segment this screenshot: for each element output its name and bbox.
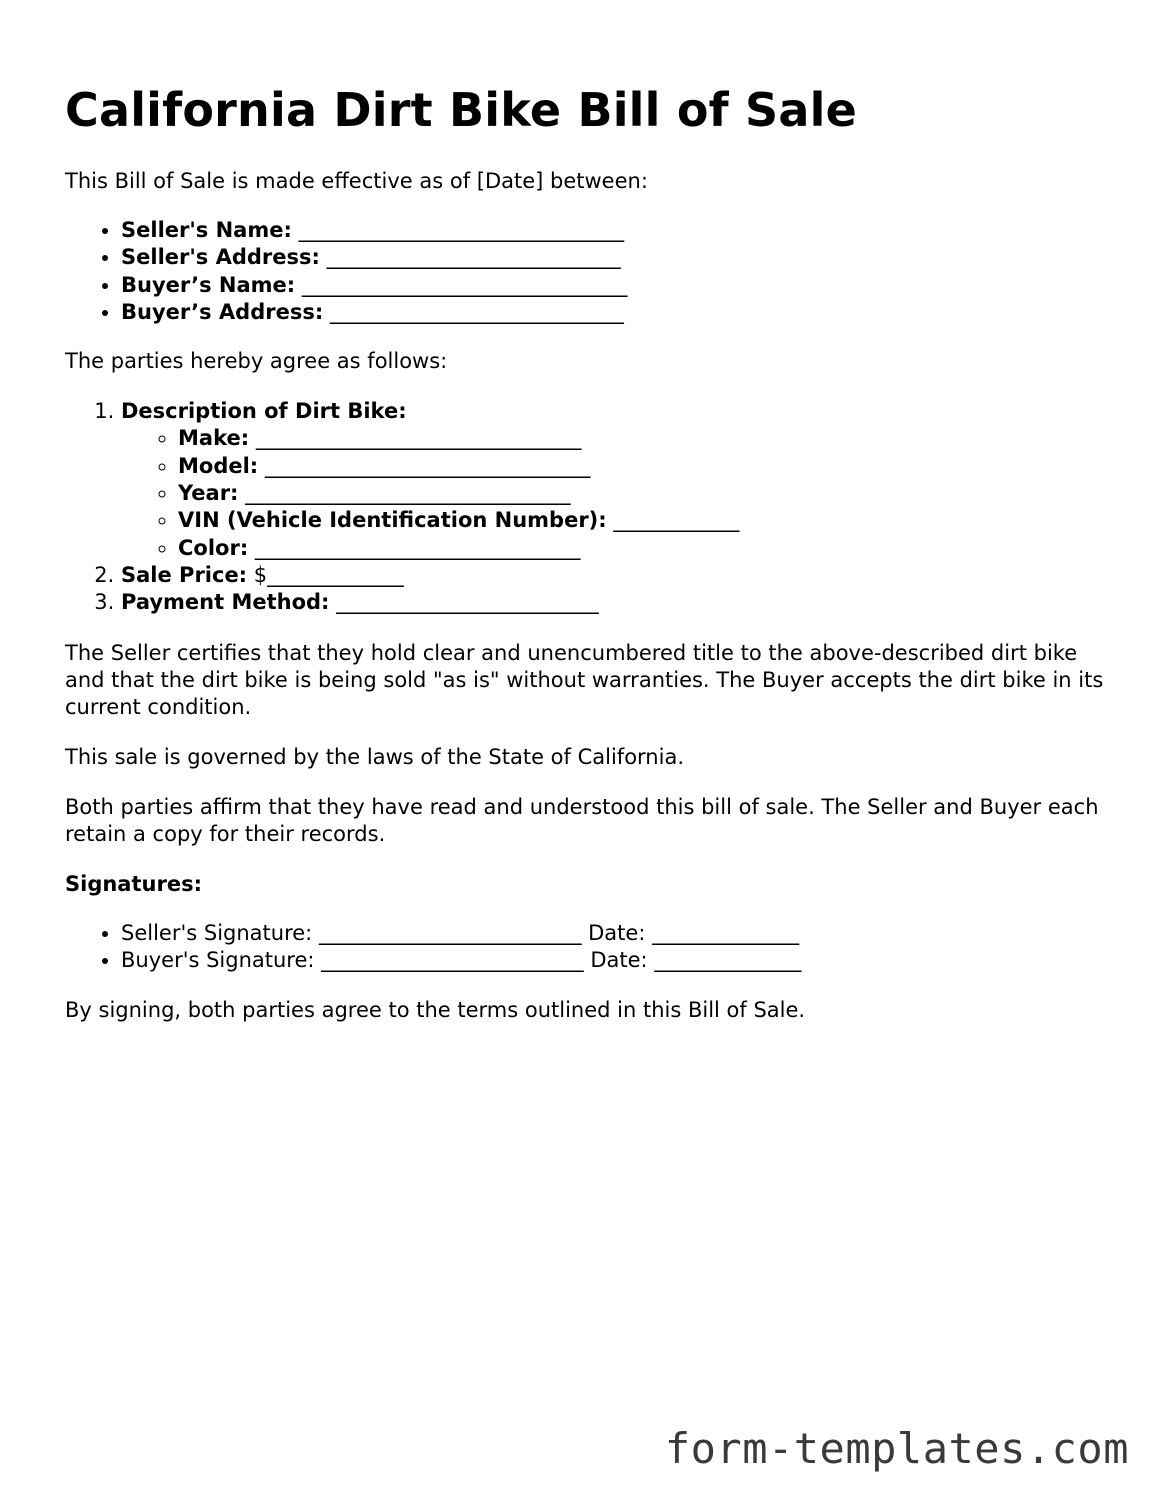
- buyer-address-item: [121, 299, 1105, 326]
- seller-address-label: Seller's Address:: [121, 245, 320, 270]
- seller-signature-label: Seller's Signature:: [121, 920, 313, 945]
- sale-price-blank: $_____________: [253, 562, 404, 587]
- make-blank: _______________________________: [255, 426, 582, 451]
- payment-method-label: Payment Method:: [121, 590, 330, 615]
- buyer-address-blank: ____________________________: [329, 299, 624, 324]
- agreement-intro: The parties hereby agree as follows:: [65, 349, 448, 374]
- model-label: Model:: [178, 453, 259, 478]
- term-payment-method: [121, 589, 1105, 616]
- sale-price-label: Sale Price:: [121, 562, 248, 587]
- buyer-signature-blank: _________________________: [321, 947, 584, 972]
- signatures-list: [65, 920, 1105, 975]
- buyer-address-label: Buyer’s Address:: [121, 299, 324, 324]
- document-page: [65, 82, 1105, 1024]
- buyer-name-blank: _______________________________: [301, 272, 628, 297]
- year-blank: _______________________________: [245, 481, 571, 506]
- buyer-signature-label: Buyer's Signature:: [121, 947, 315, 972]
- buyer-date-label: Date:: [590, 947, 648, 972]
- terms-list: [65, 398, 1105, 616]
- buyer-date-blank: ______________: [654, 947, 802, 972]
- seller-address-item: [121, 244, 1105, 271]
- parties-list: [65, 217, 1105, 326]
- intro-paragraph: This Bill of Sale is made effective as of [Date] between:: [65, 169, 648, 193]
- seller-name-label: Seller's Name:: [121, 218, 292, 242]
- governing-law-paragraph: This sale is governed by the laws of the State of California.: [65, 744, 684, 769]
- seller-date-blank: ______________: [652, 920, 800, 945]
- seller-address-blank: ____________________________: [326, 245, 621, 270]
- certification-paragraph: The Seller certifies that they hold clear and unencumbered title to the above-described dirt bike and that the dirt bike is being sold "as is" without warranties. The Buyer accepts the dirt bike in its current condition.: [65, 640, 1104, 719]
- description-label: Description of Dirt Bike:: [121, 399, 407, 424]
- vin-label: VIN (Vehicle Identification Number):: [178, 508, 607, 533]
- model-blank: _______________________________: [264, 453, 591, 478]
- seller-name-blank: _______________________________: [298, 218, 625, 242]
- term-sale-price: [121, 562, 1105, 589]
- buyer-name-item: [121, 272, 1105, 299]
- color-blank: _______________________________: [254, 535, 581, 560]
- detail-color: [178, 535, 1105, 562]
- term-description: [121, 398, 1105, 562]
- closing-paragraph: By signing, both parties agree to the terms outlined in this Bill of Sale.: [65, 998, 806, 1023]
- detail-vin: [178, 507, 1105, 534]
- detail-model: [178, 453, 1105, 480]
- make-label: Make:: [178, 426, 250, 451]
- buyer-name-label: Buyer’s Name:: [121, 272, 296, 297]
- seller-signature-blank: _________________________: [318, 920, 582, 945]
- bike-details-list: [121, 425, 1105, 561]
- signatures-heading: Signatures:: [65, 871, 202, 896]
- seller-signature-item: [121, 920, 1105, 947]
- affirmation-paragraph: Both parties affirm that they have read and understood this bill of sale. The Seller and Buyer each retain a copy for their records.: [65, 794, 1099, 846]
- seller-date-label: Date:: [588, 920, 646, 945]
- detail-year: [178, 480, 1105, 507]
- vin-blank: ____________: [613, 508, 740, 533]
- buyer-signature-item: [121, 947, 1105, 974]
- site-watermark: form-templates.com: [664, 1424, 1129, 1473]
- detail-make: [178, 425, 1105, 452]
- payment-method-blank: _________________________: [336, 590, 599, 615]
- year-label: Year:: [178, 481, 239, 506]
- color-label: Color:: [178, 535, 249, 560]
- seller-name-item: [121, 217, 1105, 244]
- document-title: California Dirt Bike Bill of Sale: [65, 83, 857, 137]
